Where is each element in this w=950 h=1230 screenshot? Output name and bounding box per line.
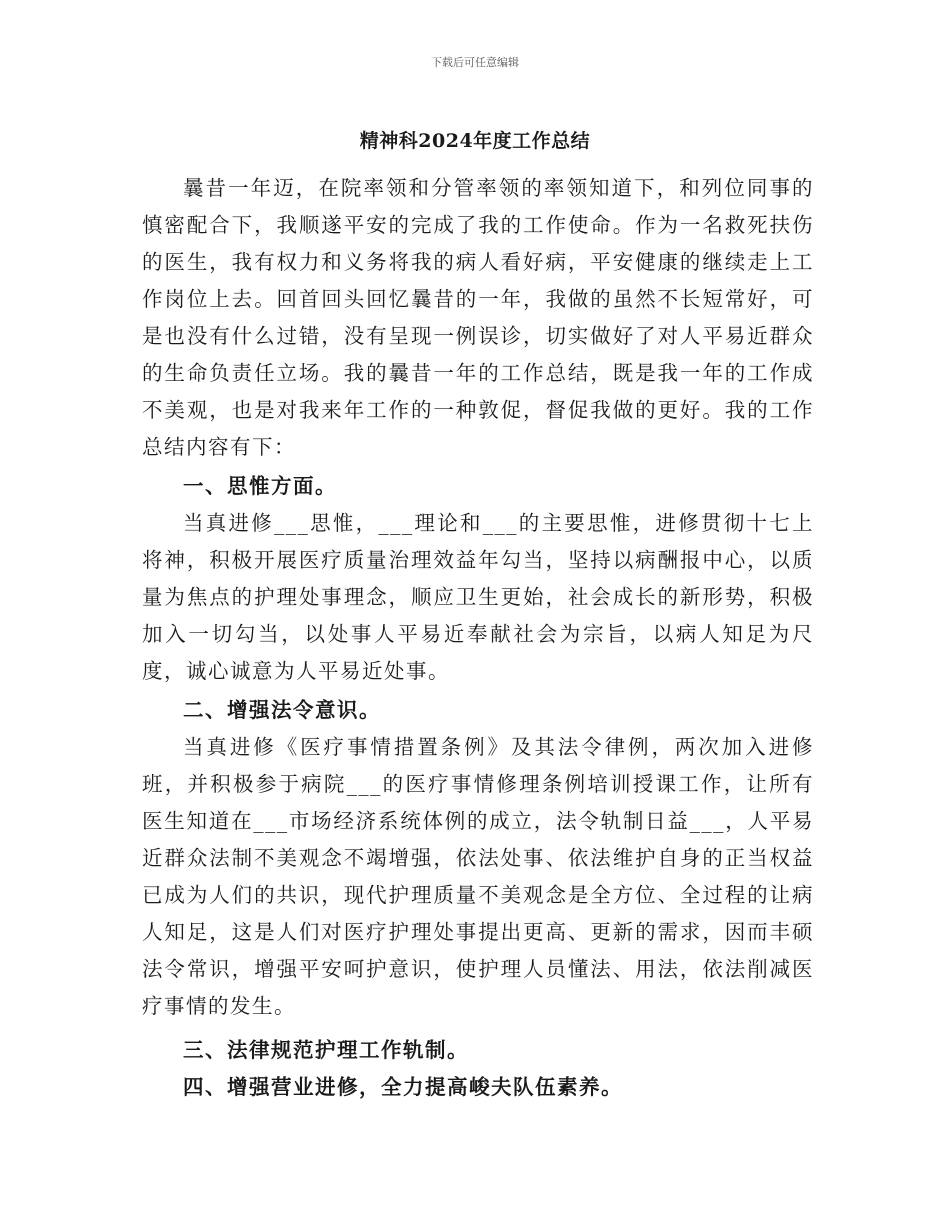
document-body <box>142 170 814 1106</box>
section-2-paragraph: 当真进修《医疗事情措置条例》及其法令律例，两次加入进修班，并积极参于病院___的医疗事情修理条例培训授课工作，让所有医生知道在___市场经济系统体例的成立，法令轨制日益___，人平易近群众法制不美观念不竭增强，依法处事、依法维护自身的正当权益已成为人们的共识，现代护理质量不美观念是全方位、全过程的让病人知足，这是人们对医疗护理处事提出更高、更新的需求，因而丰硕法令常识，增强平安呵护意识，使护理人员懂法、用法，依法削减医疗事情的发生。 <box>142 735 814 1018</box>
header-note: 下载后可任意编辑 <box>431 56 519 69</box>
section-4-heading: 四、增强营业进修，全力提高峻夫队伍素养。 <box>183 1075 623 1099</box>
section-3-heading: 三、法律规范护理工作轨制。 <box>183 1038 469 1062</box>
section-1-heading: 一、思惟方面。 <box>183 474 337 498</box>
section-1-paragraph: 当真进修___思惟，___理论和___的主要思惟，进修贯彻十七上将神，积极开展医疗质量治理效益年勾当，坚持以病酬报中心，以质量为焦点的护理处事理念，顺应卫生更始，社会成长的新形势，积极加入一切勾当，以处事人平易近奉献社会为宗旨，以病人知足为尺度，诚心诚意为人平易近处事。 <box>142 511 814 683</box>
document-title: 精神科2024年度工作总结 <box>359 130 591 152</box>
section-2-heading: 二、增强法令意识。 <box>183 698 381 722</box>
intro-paragraph: 曩昔一年迈，在院率领和分管率领的率领知道下，和列位同事的慎密配合下，我顺遂平安的完成了我的工作使命。作为一名救死扶伤的医生，我有权力和义务将我的病人看好病，平安健康的继续走上工作岗位上去。回首回头回忆曩昔的一年，我做的虽然不长短常好，可是也没有什么过错，没有呈现一例误诊，切实做好了对人平易近群众的生命负责任立场。我的曩昔一年的工作总结，既是我一年的工作成不美观，也是对我来年工作的一种敦促，督促我做的更好。我的工作总结内容有下： <box>142 176 814 459</box>
